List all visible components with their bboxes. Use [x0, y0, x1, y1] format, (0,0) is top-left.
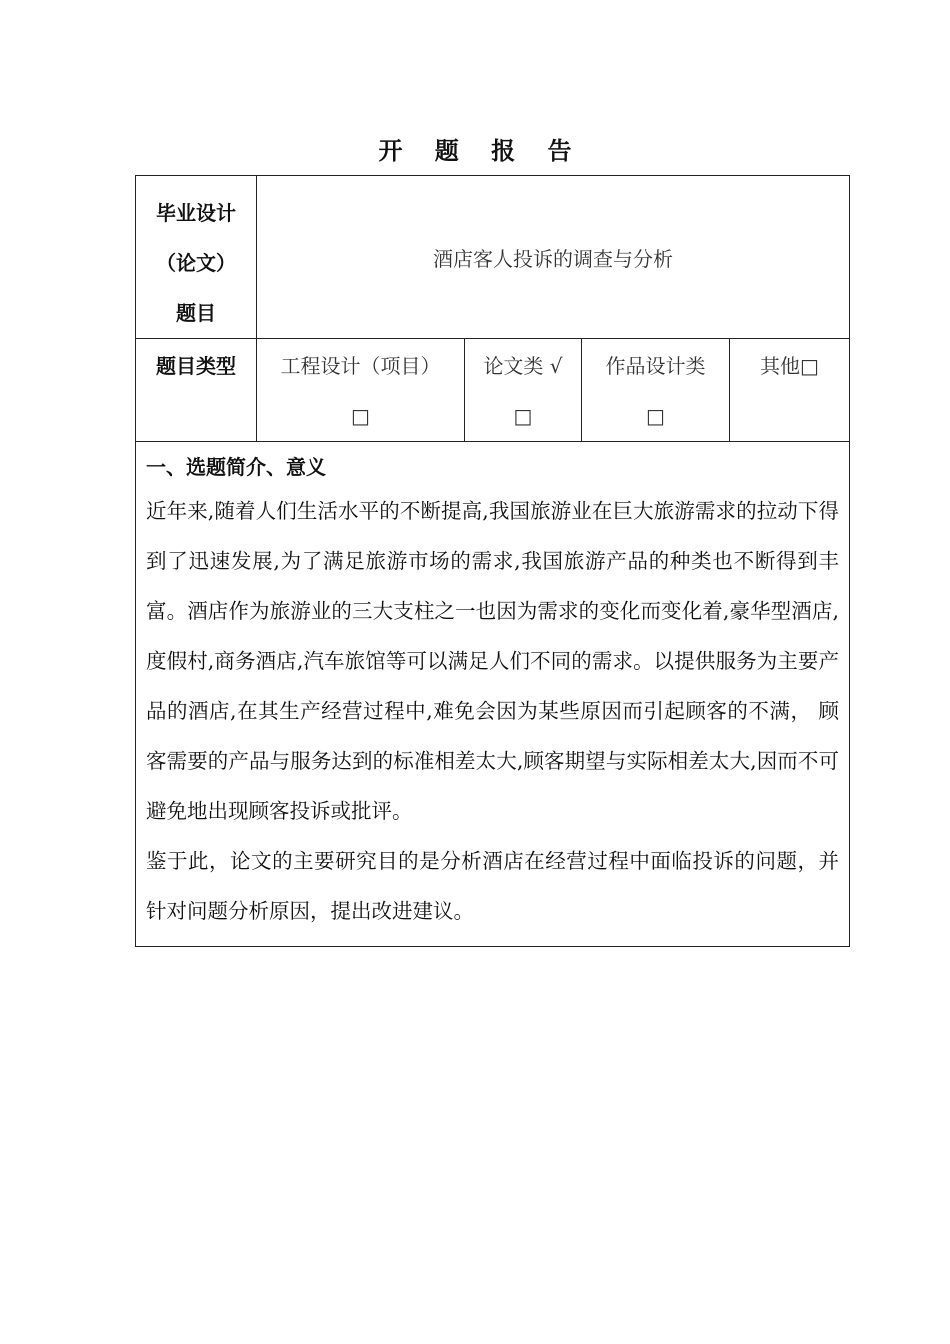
type-option-engineering-label: 工程设计（项目） — [280, 354, 441, 378]
type-label: 题目类型 — [136, 339, 257, 442]
type-option-work-design-checkbox[interactable]: □ — [646, 404, 665, 428]
content-row — [136, 442, 850, 947]
type-option-work-design-label: 作品设计类 — [605, 354, 706, 378]
section-paragraph-2: 鉴于此，论文的主要研究目的是分析酒店在经营过程中面临投诉的问题，并针对问题分析原因，提出改进建议。 — [146, 849, 839, 923]
topic-label-line-3: 题目 — [176, 301, 216, 325]
topic-label-cell — [136, 176, 257, 339]
type-option-work-design[interactable] — [582, 339, 730, 442]
proposal-table — [135, 175, 850, 947]
type-option-other-checkbox[interactable] — [730, 391, 849, 441]
topic-label-line-2: （论文） — [156, 251, 236, 275]
topic-row — [136, 176, 850, 339]
type-option-thesis[interactable] — [465, 339, 582, 442]
section-paragraph-1: 近年来,随着人们生活水平的不断提高,我国旅游业在巨大旅游需求的拉动下得到了迅速发展,为了满足旅游市场的需求,我国旅游产品的种类也不断得到丰富。酒店作为旅游业的三大支柱之一也因为需求的变化而变化着,豪华型酒店,度假村,商务酒店,汽车旅馆等可以满足人们不同的需求。以提供服务为主要产品的酒店,在其生产经营过程中,难免会因为某些原因而引起顾客的不满， 顾客需要的产品与服务达到的标准相差太大,顾客期望与实际相差太大,因而不可避免地出现顾客投诉或批评。 — [146, 499, 839, 823]
type-option-other-label: 其他□ — [760, 354, 819, 378]
type-option-thesis-checkbox[interactable]: □ — [513, 404, 533, 428]
type-row — [136, 339, 850, 442]
page-title: 开 题 报 告 — [378, 136, 584, 165]
topic-label-line-1: 毕业设计 — [156, 201, 236, 225]
type-option-other[interactable] — [730, 339, 850, 442]
type-option-thesis-label: 论文类 √ — [483, 354, 563, 378]
type-option-engineering[interactable] — [257, 339, 465, 442]
topic-value: 酒店客人投诉的调查与分析 — [257, 176, 850, 339]
section-intro-cell — [136, 442, 850, 947]
section-heading: 一、选题简介、意义 — [146, 455, 326, 479]
type-option-engineering-checkbox[interactable]: □ — [351, 404, 370, 428]
